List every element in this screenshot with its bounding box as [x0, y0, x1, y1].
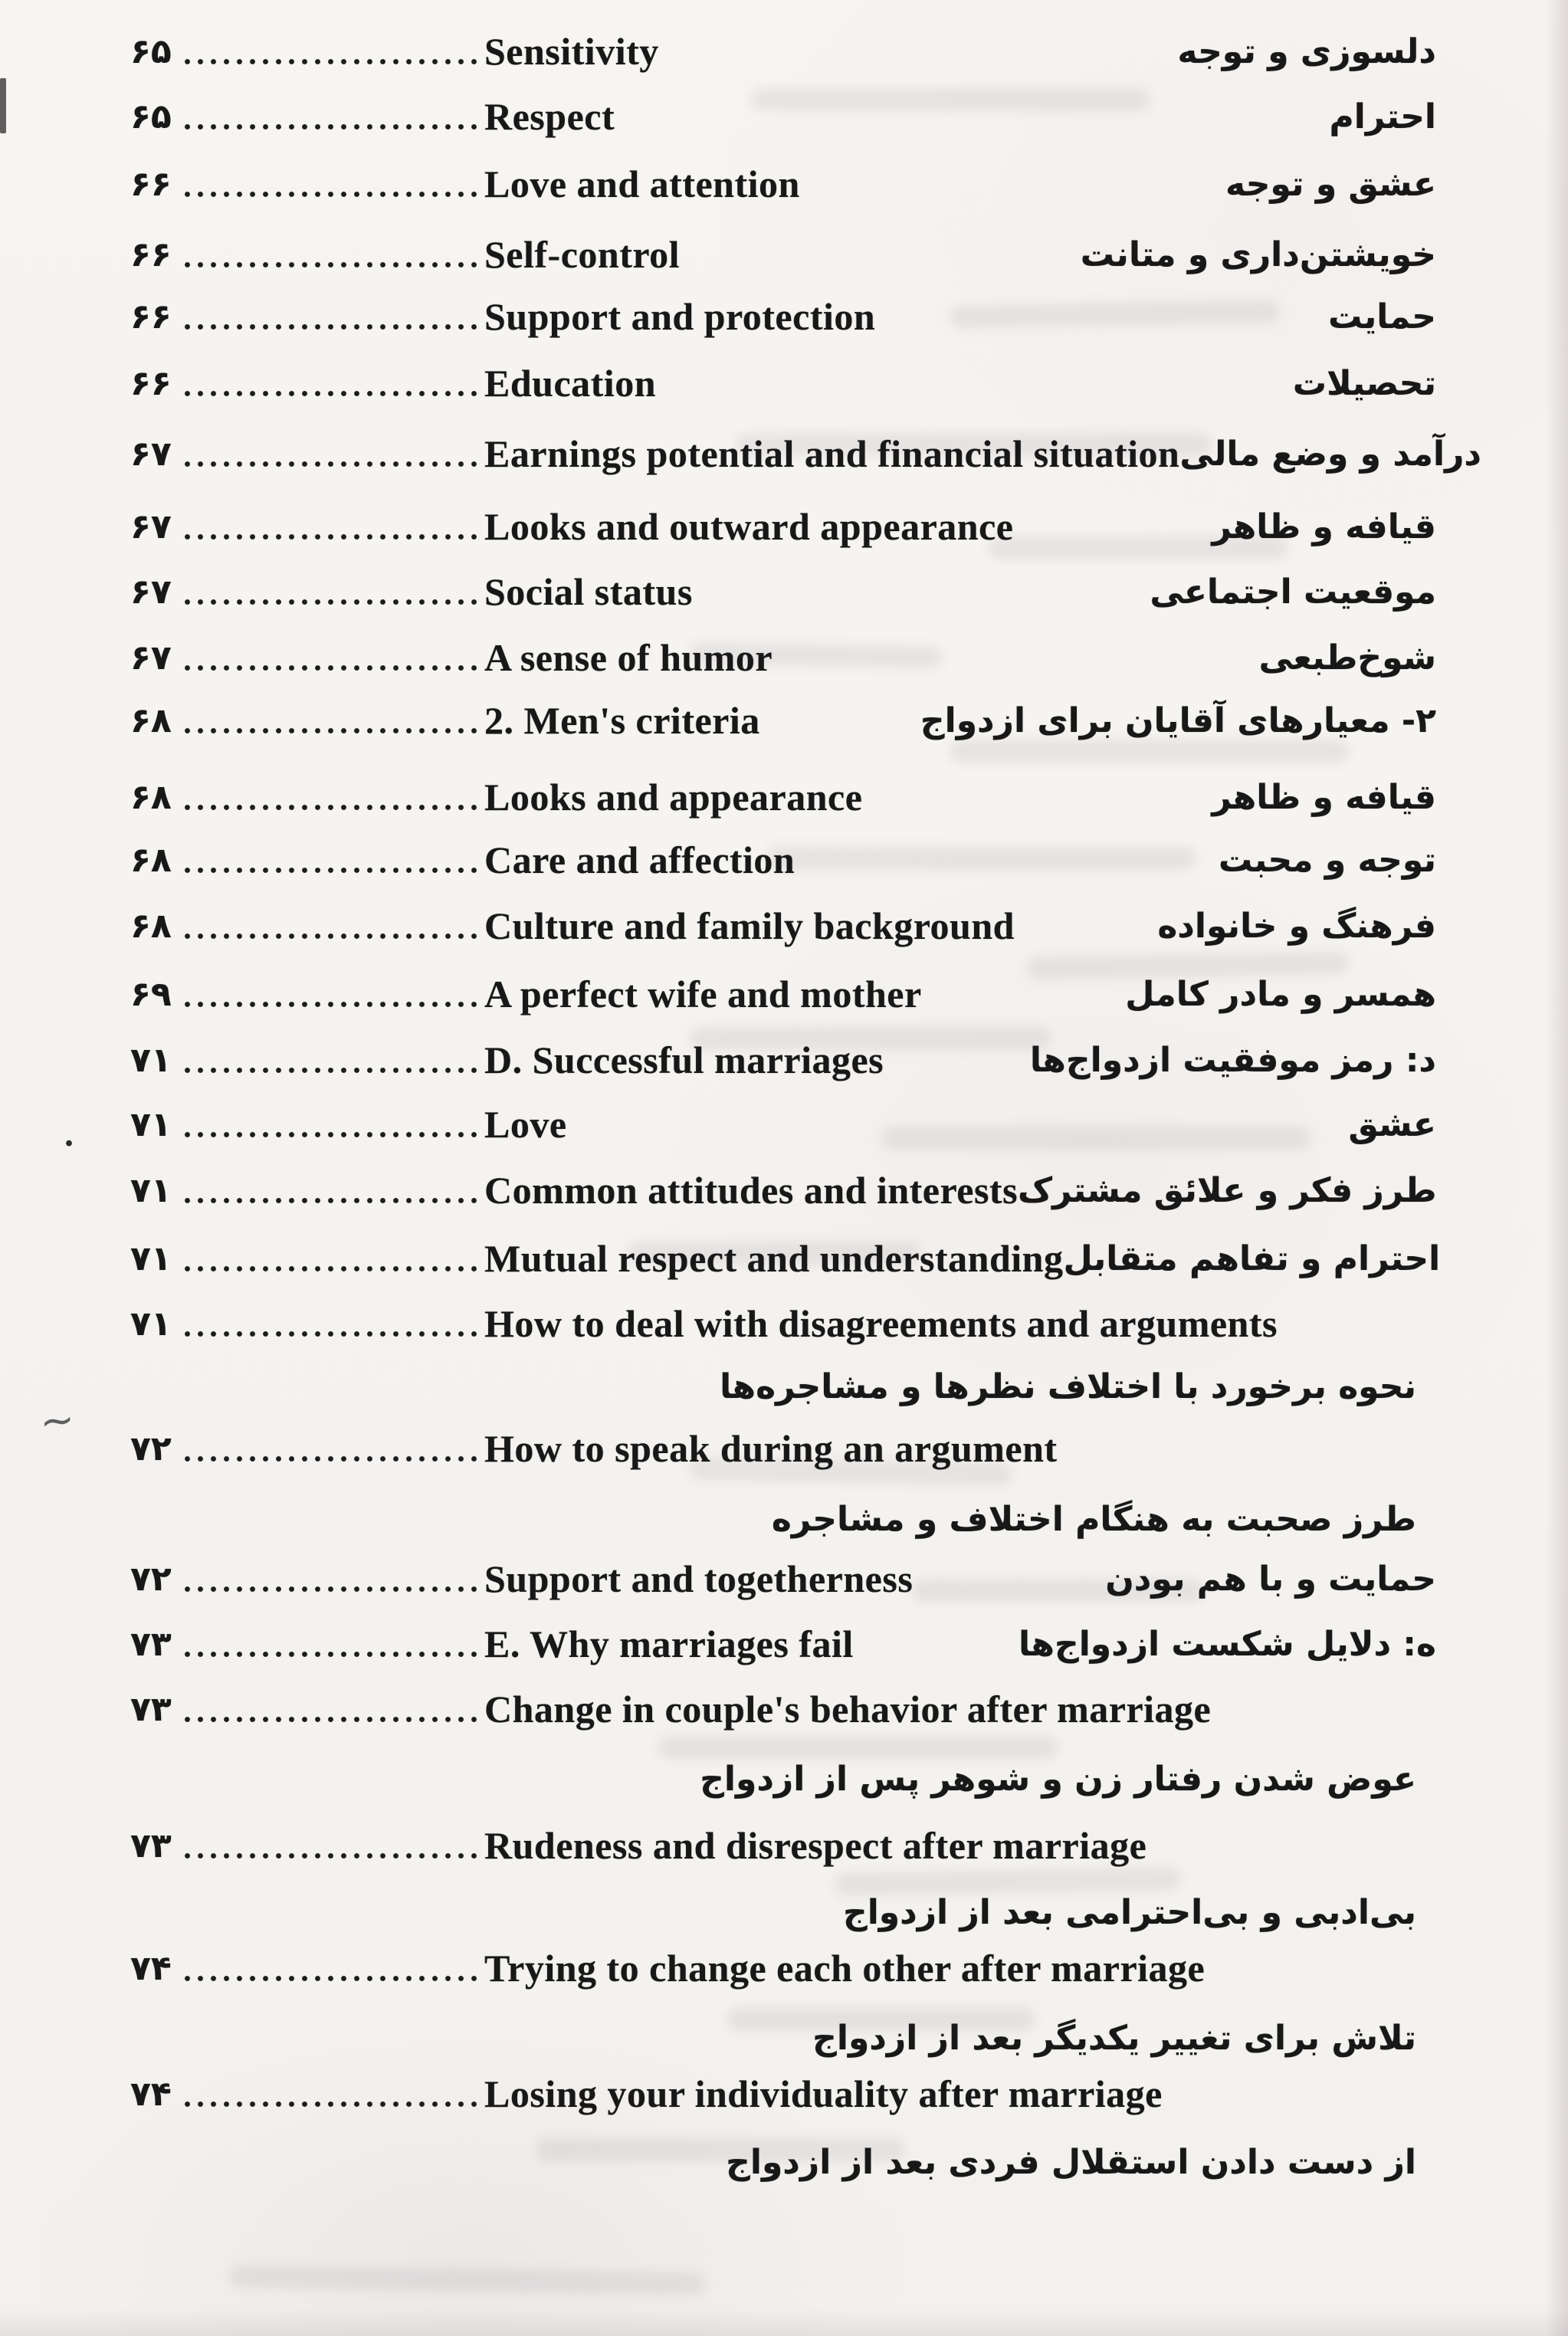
page-number: ۷۲: [130, 1429, 172, 1468]
entry-title-en: Support and togetherness: [484, 1557, 914, 1600]
dot-leader: [184, 1067, 484, 1074]
entry-title-fa: دلسوزی و توجه: [1177, 31, 1436, 71]
page-number: ۷۱: [130, 1040, 172, 1080]
dot-leader: [184, 1975, 484, 1982]
entry-title-en: Care and affection: [484, 838, 795, 881]
toc-entry: [130, 1290, 1436, 1357]
entry-title-en: Mutual respect and understanding: [484, 1237, 1064, 1280]
entry-title-fa: از دست دادن استقلال فردی بعد از ازدواج: [726, 2143, 1416, 2182]
toc-entry: [130, 283, 1436, 350]
dot-leader: [184, 933, 484, 940]
page-number: ۶۵: [130, 97, 172, 136]
entry-title-fa: عوض شدن رفتار زن و شوهر پس از ازدواج: [700, 1760, 1416, 1799]
dot-leader: [184, 804, 484, 811]
entry-title-en: Self-control: [484, 233, 681, 276]
page-number: ۶۶: [130, 363, 172, 403]
entry-title-fa: قیافه و ظاهر: [1212, 507, 1436, 546]
entry-title-fa: عشق و توجه: [1225, 164, 1436, 204]
bleed-through-smudge: [230, 2265, 705, 2296]
page-number: ۷۱: [130, 1239, 172, 1278]
entry-title-en: Education: [484, 362, 657, 405]
entry-title-en: How to speak during an argument: [484, 1427, 1058, 1470]
toc-entry: [130, 349, 1436, 417]
entry-title-fa: د: رمز موفقیت ازدواج‌ها: [1029, 1040, 1436, 1080]
toc-entry: [130, 558, 1436, 625]
page-number: ۷۳: [130, 1624, 172, 1664]
page-number: ۶۸: [130, 700, 172, 740]
page-number: ۷۱: [130, 1304, 172, 1344]
entry-title-fa: بی‌ادبی و بی‌احترامی بعد از ازدواج: [843, 1893, 1416, 1932]
entry-title-en: Trying to change each other after marriage: [484, 1947, 1206, 1990]
dot-leader: [184, 1455, 484, 1462]
entry-title-fa: طرز فکر و علائق مشترک: [1018, 1170, 1437, 1210]
entry-title-fa: درآمد و وضع مالی: [1179, 434, 1481, 474]
dot-leader: [184, 727, 484, 734]
dot-leader: [184, 58, 484, 65]
page-number: ۶۶: [130, 235, 172, 274]
entry-title-en: Losing your individuality after marriage: [484, 2072, 1163, 2115]
page-number: ۶۶: [130, 297, 172, 336]
toc-entry: [130, 2060, 1436, 2128]
dot-leader: [184, 599, 484, 605]
entry-title-en: Sensitivity: [484, 30, 659, 73]
dot-leader: [184, 664, 484, 671]
toc-entry: [130, 1415, 1436, 1482]
page-number: ۷۱: [130, 1104, 172, 1144]
page-number: ۷۳: [130, 1689, 172, 1729]
entry-title-en: Looks and outward appearance: [484, 505, 1014, 548]
dot-leader: [184, 1131, 484, 1138]
dot-leader: [184, 2101, 484, 2108]
toc-entry: [130, 1091, 1436, 1158]
toc-fa-line: [130, 2129, 1416, 2197]
entry-title-en: Culture and family background: [484, 904, 1015, 947]
dot-leader: [184, 390, 484, 397]
dot-leader: [184, 191, 484, 198]
entry-title-fa: حمایت و با هم بودن: [1105, 1559, 1436, 1599]
page-number: ۶۷: [130, 507, 172, 546]
entry-title-en: E. Why marriages fail: [484, 1622, 854, 1665]
entry-title-en: Respect: [484, 95, 615, 138]
toc-entry: [130, 1675, 1436, 1743]
toc-entry: [130, 83, 1436, 150]
entry-title-en: Looks and appearance: [484, 776, 863, 819]
scan-artifact-dot: .: [64, 1114, 74, 1154]
dot-leader: [184, 1586, 484, 1593]
page-number: ۶۸: [130, 906, 172, 946]
page-number: ۶۹: [130, 974, 172, 1014]
entry-title-en: Social status: [484, 570, 693, 613]
scan-artifact-squiggle: ~: [37, 1394, 77, 1447]
scan-edge-shadow: [1545, 0, 1568, 2336]
entry-title-en: 2. Men's criteria: [484, 699, 760, 742]
page-number: ۶۶: [130, 164, 172, 204]
scan-artifact-mark: [0, 78, 6, 133]
page-number: ۶۸: [130, 840, 172, 880]
entry-title-fa: توجه و محبت: [1219, 840, 1436, 880]
entry-title-en: Support and protection: [484, 295, 876, 338]
entry-title-en: D. Successful marriages: [484, 1038, 884, 1081]
dot-leader: [184, 1197, 484, 1204]
entry-title-fa: تحصیلات: [1292, 363, 1436, 403]
page-number: ۷۳: [130, 1826, 172, 1865]
entry-title-en: How to deal with disagreements and arguments: [484, 1302, 1278, 1345]
toc-entry: [130, 624, 1436, 691]
toc-entry: [130, 763, 1436, 831]
toc-entry: [130, 960, 1436, 1028]
entry-title-en: A sense of humor: [484, 636, 773, 679]
entry-title-en: Love: [484, 1103, 567, 1146]
toc-entry: [130, 1812, 1436, 1879]
entry-title-en: Rudeness and disrespect after marriage: [484, 1824, 1147, 1867]
page-number: ۶۷: [130, 638, 172, 678]
entry-title-fa: فرهنگ و خانواده: [1157, 906, 1436, 946]
entry-title-en: A perfect wife and mother: [484, 973, 922, 1015]
entry-title-fa: طرز صحبت به هنگام اختلاف و مشاجره: [771, 1500, 1416, 1539]
dot-leader: [184, 533, 484, 540]
toc-entry: [130, 221, 1436, 288]
toc-entry: [130, 1225, 1441, 1292]
toc-fa-line: [130, 1353, 1416, 1421]
entry-title-fa: خویشتن‌داری و متانت: [1080, 235, 1436, 274]
entry-title-fa: احترام و تفاهم متقابل: [1063, 1239, 1441, 1278]
toc-entry: [130, 420, 1481, 487]
toc-entry: [130, 493, 1436, 560]
page-number: ۷۴: [130, 2074, 172, 2114]
dot-leader: [184, 1330, 484, 1337]
entry-title-fa: همسر و مادر کامل: [1125, 974, 1436, 1014]
page-number: ۷۲: [130, 1559, 172, 1599]
page-number: ۷۴: [130, 1948, 172, 1988]
entry-title-en: Change in couple's behavior after marriage: [484, 1688, 1212, 1731]
dot-leader: [184, 461, 484, 468]
toc-entry: [130, 1157, 1436, 1224]
entry-title-en: Common attitudes and interests: [484, 1169, 1019, 1212]
toc-entry: [130, 826, 1436, 894]
page-number: ۶۷: [130, 434, 172, 474]
toc-fa-line: [130, 1486, 1416, 1554]
entry-title-en: Love and attention: [484, 162, 800, 205]
toc-entry: [130, 150, 1436, 218]
entry-title-fa: قیافه و ظاهر: [1212, 777, 1436, 817]
toc-entry: [130, 18, 1436, 85]
entry-title-fa: نحوه برخورد با اختلاف نظرها و مشاجره‌ها: [720, 1367, 1416, 1406]
entry-title-fa: احترام: [1329, 97, 1436, 136]
entry-title-fa: حمایت: [1328, 297, 1436, 336]
page-number: ۶۷: [130, 572, 172, 612]
dot-leader: [184, 867, 484, 874]
entry-title-fa: موقعیت اجتماعی: [1150, 572, 1436, 612]
page-number: ۶۸: [130, 777, 172, 817]
toc-entry: [130, 1026, 1436, 1094]
dot-leader: [184, 261, 484, 268]
dot-leader: [184, 1852, 484, 1859]
page-number: ۶۵: [130, 31, 172, 71]
entry-title-en: Earnings potential and financial situation: [484, 432, 1180, 475]
page-number: ۷۱: [130, 1170, 172, 1210]
toc-entry: [130, 687, 1436, 754]
scan-edge-shadow: [0, 2308, 1568, 2336]
entry-title-fa: ۲- معیارهای آقایان برای ازدواج: [920, 700, 1436, 740]
entry-title-fa: ه: دلایل شکست ازدواج‌ها: [1018, 1624, 1436, 1664]
entry-title-fa: شوخ‌طبعی: [1258, 638, 1436, 678]
toc-entry: [130, 1545, 1436, 1613]
toc-entry: [130, 1610, 1436, 1678]
dot-leader: [184, 123, 484, 130]
toc-entry: [130, 1934, 1436, 2002]
dot-leader: [184, 323, 484, 330]
dot-leader: [184, 1716, 484, 1723]
toc-fa-line: [130, 1746, 1416, 1813]
dot-leader: [184, 1265, 484, 1272]
dot-leader: [184, 1651, 484, 1658]
entry-title-fa: تلاش برای تغییر یکدیگر بعد از ازدواج: [812, 2019, 1416, 2058]
toc-entry: [130, 892, 1436, 960]
dot-leader: [184, 1001, 484, 1008]
entry-title-fa: عشق: [1348, 1104, 1436, 1144]
